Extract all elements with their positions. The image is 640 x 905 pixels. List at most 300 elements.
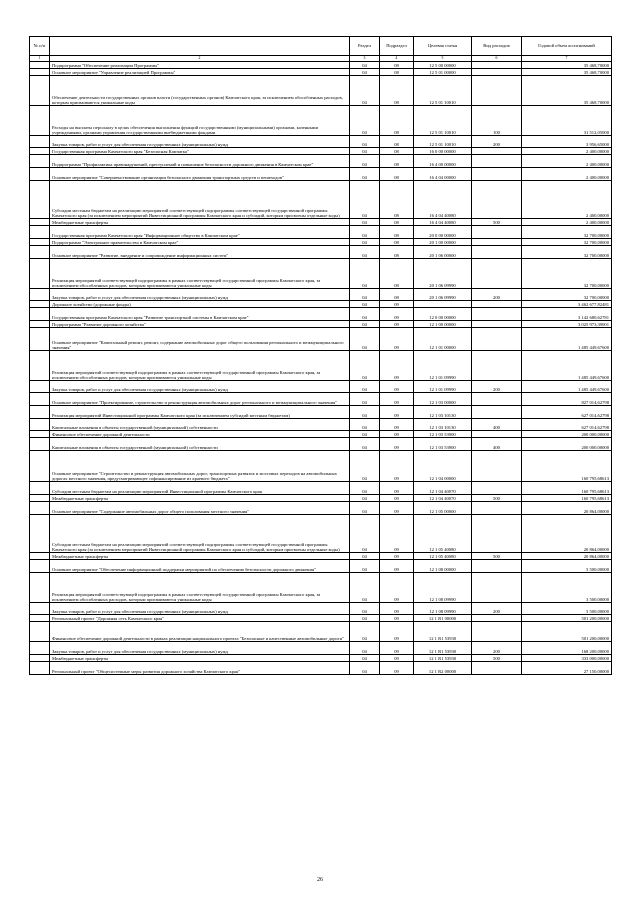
table-row — [30, 76, 612, 106]
row-target-item: 20 1 06 09990 — [414, 289, 472, 301]
row-name: Обеспечение деятельности государственных органов власти (государственных органов) Камчатского края, за исключением обособленных расходов, которым присваиваются уникальные коды — [50, 76, 350, 106]
row-name: Межбюджетные трансферты — [50, 219, 350, 226]
row-section: 04 — [350, 219, 380, 226]
row-target-item: 12 1 03 10130 — [414, 406, 472, 419]
row-amount: 32 700,00000 — [522, 259, 612, 289]
table-row — [30, 419, 612, 431]
row-section: 04 — [350, 259, 380, 289]
row-num — [30, 560, 50, 573]
row-name: Подпрограмма "Электронное правительство в Камчатском крае" — [50, 239, 350, 246]
row-amount: 3 500,00000 — [522, 573, 612, 603]
table-row — [30, 219, 612, 226]
table-row — [30, 495, 612, 502]
row-expense-type: 500 — [472, 553, 522, 560]
row-num — [30, 622, 50, 642]
row-expense-type — [472, 168, 522, 181]
row-num — [30, 246, 50, 259]
row-name: Государственная программа Камчатского края "Развитие транспортной системы в Камчатском крае" — [50, 308, 350, 321]
row-subsection: 08 — [380, 106, 414, 136]
row-section: 04 — [350, 451, 380, 482]
column-number: 4 — [380, 56, 414, 62]
row-name: Региональный проект "Дорожная сеть Камчатского края" — [50, 615, 350, 622]
row-name: Реализация мероприятий соответствующей подпрограммы в рамках соответствующей государственной программы Камчатского края, за исключением обособленных расходов, которым присваиваются уникальные коды — [50, 351, 350, 381]
row-expense-type — [472, 181, 522, 219]
row-amount: 627 014,62798 — [522, 419, 612, 431]
table-row — [30, 328, 612, 351]
row-expense-type: 200 — [472, 642, 522, 655]
table-row — [30, 148, 612, 155]
row-expense-type — [472, 502, 522, 515]
table-row — [30, 321, 612, 328]
row-expense-type: 200 — [472, 603, 522, 615]
row-expense-type — [472, 515, 522, 553]
column-number: 7 — [522, 56, 612, 62]
row-subsection: 09 — [380, 431, 414, 438]
row-expense-type — [472, 573, 522, 603]
row-section: 04 — [350, 381, 380, 393]
row-target-item: 12 1 05 00000 — [414, 502, 472, 515]
table-row — [30, 393, 612, 406]
row-subsection: 08 — [380, 62, 414, 69]
row-num — [30, 381, 50, 393]
row-amount: 32 700,00000 — [522, 239, 612, 246]
row-subsection: 09 — [380, 438, 414, 451]
row-subsection: 09 — [380, 603, 414, 615]
column-number: 3 — [350, 56, 380, 62]
row-target-item: 12 1 04 40070 — [414, 482, 472, 495]
row-expense-type: 500 — [472, 495, 522, 502]
row-amount: 20 864,00000 — [522, 515, 612, 553]
row-name: Государственная программа Камчатского края "Безопасная Камчатка" — [50, 148, 350, 155]
row-num — [30, 495, 50, 502]
row-name: Закупка товаров, работ и услуг для обеспечения государственных (муниципальных) нужд — [50, 642, 350, 655]
row-expense-type: 500 — [472, 655, 522, 662]
row-num — [30, 662, 50, 675]
row-amount: 2 400,00000 — [522, 148, 612, 155]
row-subsection: 08 — [380, 259, 414, 289]
row-subsection: 08 — [380, 289, 414, 301]
row-expense-type — [472, 406, 522, 419]
row-section: 04 — [350, 393, 380, 406]
row-expense-type — [472, 301, 522, 308]
row-amount: 827 014,62798 — [522, 393, 612, 406]
row-subsection: 09 — [380, 615, 414, 622]
row-num — [30, 419, 50, 431]
table-row — [30, 655, 612, 662]
row-expense-type — [472, 431, 522, 438]
table-row — [30, 515, 612, 553]
row-name: Финансовое обеспечение дорожной деятельности в рамках реализации национального проекта "Безопасные и качественные автомобильные дороги" — [50, 622, 350, 642]
table-body — [30, 62, 612, 675]
row-name: Государственная программа Камчатского края "Информационное общество в Камчатском крае" — [50, 226, 350, 239]
row-section: 04 — [350, 406, 380, 419]
row-subsection: 08 — [380, 148, 414, 155]
row-expense-type — [472, 560, 522, 573]
row-section: 04 — [350, 168, 380, 181]
row-subsection: 08 — [380, 69, 414, 76]
row-expense-type — [472, 239, 522, 246]
row-section: 04 — [350, 106, 380, 136]
row-expense-type — [472, 246, 522, 259]
row-expense-type — [472, 622, 522, 642]
row-name: Закупка товаров, работ и услуг для обеспечения государственных (муниципальных) нужд — [50, 603, 350, 615]
row-name: Основное мероприятие "Обеспечение информационной поддержки мероприятий по обеспечению безопасности дорожного движения" — [50, 560, 350, 573]
row-num — [30, 642, 50, 655]
row-num — [30, 603, 50, 615]
row-amount: 501 200,00000 — [522, 615, 612, 622]
row-name: Региональный проект "Общесистемные меры развития дорожного хозяйства Камчатского края" — [50, 662, 350, 675]
row-subsection: 09 — [380, 482, 414, 495]
row-section: 04 — [350, 301, 380, 308]
row-section: 04 — [350, 573, 380, 603]
row-target-item: 12 1 04 40070 — [414, 495, 472, 502]
row-amount: 160 795,68613 — [522, 451, 612, 482]
row-subsection: 09 — [380, 308, 414, 321]
page-number: 26 — [317, 877, 323, 883]
row-target-item: 12 1 01 09990 — [414, 351, 472, 381]
row-amount: 333 000,00000 — [522, 655, 612, 662]
row-target-item: 12 1 03 10130 — [414, 419, 472, 431]
row-expense-type: 100 — [472, 106, 522, 136]
row-subsection: 09 — [380, 655, 414, 662]
row-target-item: 12 5 01 10010 — [414, 136, 472, 148]
row-section: 04 — [350, 76, 380, 106]
row-name: Подпрограмма "Профилактика правонарушений, преступлений и повышение безопасности дорожного движения в Камчатском крае" — [50, 155, 350, 168]
row-expense-type — [472, 308, 522, 321]
row-num — [30, 62, 50, 69]
row-name: Закупка товаров, работ и услуг для обеспечения государственных (муниципальных) нужд — [50, 289, 350, 301]
row-name: Межбюджетные трансферты — [50, 553, 350, 560]
table-row — [30, 155, 612, 168]
row-name: Межбюджетные трансферты — [50, 655, 350, 662]
row-target-item: 12 1 03 00000 — [414, 393, 472, 406]
row-expense-type — [472, 321, 522, 328]
row-subsection: 09 — [380, 515, 414, 553]
row-target-item: 12 5 01 10010 — [414, 76, 472, 106]
row-subsection: 09 — [380, 406, 414, 419]
row-subsection: 09 — [380, 573, 414, 603]
table-row — [30, 573, 612, 603]
row-name: Подпрограмма "Обеспечение реализации Программы" — [50, 62, 350, 69]
row-section: 04 — [350, 321, 380, 328]
row-amount: 2 400,00000 — [522, 168, 612, 181]
row-amount: 1 485 449,67600 — [522, 328, 612, 351]
row-name: Субсидии местным бюджетам на реализацию мероприятий соответствующей подпрограммы соответствующей государственной программы Камчатского края (за исключением мероприятий Инвестиционной программы Камчатского края и субсидий, которым присвоены отдельные коды) — [50, 181, 350, 219]
row-subsection: 09 — [380, 393, 414, 406]
row-target-item: 20 1 00 00000 — [414, 239, 472, 246]
row-num — [30, 148, 50, 155]
row-section: 04 — [350, 62, 380, 69]
table-row — [30, 301, 612, 308]
row-target-item: 12 1 01 00000 — [414, 328, 472, 351]
row-num — [30, 655, 50, 662]
row-num — [30, 136, 50, 148]
row-target-item: 20 1 06 00000 — [414, 246, 472, 259]
row-target-item: 12 1 R2 00000 — [414, 662, 472, 675]
row-amount: 627 014,62798 — [522, 406, 612, 419]
table-row — [30, 246, 612, 259]
row-name: Основное мероприятие "Совершенствование организации безопасного движения транспортных средств и пешеходов" — [50, 168, 350, 181]
row-section: 04 — [350, 246, 380, 259]
row-amount: 3 025 973,39001 — [522, 321, 612, 328]
row-num — [30, 328, 50, 351]
row-amount: 32 700,00000 — [522, 246, 612, 259]
row-amount: 20 864,00000 — [522, 553, 612, 560]
row-num — [30, 106, 50, 136]
row-subsection: 09 — [380, 351, 414, 381]
row-target-item: 12 1 R1 53930 — [414, 622, 472, 642]
row-amount: 501 200,00000 — [522, 622, 612, 642]
row-expense-type — [472, 662, 522, 675]
row-num — [30, 226, 50, 239]
row-section: 04 — [350, 181, 380, 219]
row-section: 04 — [350, 560, 380, 573]
row-num — [30, 553, 50, 560]
table-row — [30, 226, 612, 239]
row-name: Реализация мероприятий соответствующей подпрограммы в рамках соответствующей государственной программы Камчатского края, за исключением обособленных расходов, которым присваиваются уникальные коды — [50, 573, 350, 603]
row-section: 04 — [350, 438, 380, 451]
row-target-item: 12 1 05 40080 — [414, 553, 472, 560]
table-row — [30, 502, 612, 515]
table-row — [30, 438, 612, 451]
row-expense-type — [472, 148, 522, 155]
table-row — [30, 62, 612, 69]
row-amount: 168 200,00000 — [522, 642, 612, 655]
row-amount: 32 700,00000 — [522, 289, 612, 301]
row-section: 04 — [350, 482, 380, 495]
row-amount: 1 485 449,67600 — [522, 381, 612, 393]
row-num — [30, 76, 50, 106]
row-target-item: 12 1 08 00000 — [414, 560, 472, 573]
row-name: Реализация мероприятий Инвестиционной программы Камчатского края (за исключением субсидий местным бюджетам) — [50, 406, 350, 419]
row-expense-type: 500 — [472, 219, 522, 226]
row-name: Реализация мероприятий соответствующей подпрограммы в рамках соответствующей государственной программы Камчатского края, за исключением обособленных расходов, которым присваиваются уникальные коды — [50, 259, 350, 289]
row-expense-type — [472, 259, 522, 289]
table-row — [30, 603, 612, 615]
row-num — [30, 259, 50, 289]
row-amount: 3 500,00000 — [522, 603, 612, 615]
table-row — [30, 615, 612, 622]
header-expense-type: Вид расходов — [472, 37, 522, 56]
row-num — [30, 301, 50, 308]
row-expense-type — [472, 451, 522, 482]
row-amount: 160 795,68613 — [522, 482, 612, 495]
table-row — [30, 136, 612, 148]
row-section: 04 — [350, 615, 380, 622]
row-target-item: 12 1 03 53900 — [414, 438, 472, 451]
row-num — [30, 69, 50, 76]
row-name: Капитальные вложения в объекты государственной (муниципальной) собственности — [50, 419, 350, 431]
row-num — [30, 239, 50, 246]
row-name: Субсидии местным бюджетам на реализацию мероприятий Инвестиционной программы Камчатского края — [50, 482, 350, 495]
row-section: 04 — [350, 603, 380, 615]
row-expense-type — [472, 62, 522, 69]
row-target-item: 16 0 00 00000 — [414, 148, 472, 155]
row-subsection: 09 — [380, 328, 414, 351]
row-target-item: 12 1 R1 53930 — [414, 642, 472, 655]
row-section: 04 — [350, 308, 380, 321]
row-amount: 2 400,00000 — [522, 219, 612, 226]
table-row — [30, 106, 612, 136]
row-num — [30, 321, 50, 328]
row-amount: 31 512,05000 — [522, 106, 612, 136]
row-name: Закупка товаров, работ и услуг для обеспечения государственных (муниципальных) нужд — [50, 381, 350, 393]
table-row — [30, 431, 612, 438]
table-row — [30, 259, 612, 289]
row-name: Капитальные вложения в объекты государственной (муниципальной) собственности — [50, 438, 350, 451]
column-number: 5 — [414, 56, 472, 62]
row-target-item: 16 4 04 00000 — [414, 168, 472, 181]
row-subsection: 09 — [380, 419, 414, 431]
header-subsection: Подраздел — [380, 37, 414, 56]
row-name: Основное мероприятие "Развитие, внедрение и сопровождение информационных систем" — [50, 246, 350, 259]
row-name: Дорожное хозяйство (дорожные фонды) — [50, 301, 350, 308]
row-num — [30, 155, 50, 168]
row-section: 04 — [350, 69, 380, 76]
header-target-item: Целевая статья — [414, 37, 472, 56]
row-name: Финансовое обеспечение дорожной деятельности — [50, 431, 350, 438]
row-subsection: 09 — [380, 553, 414, 560]
table-row — [30, 308, 612, 321]
row-expense-type: 200 — [472, 289, 522, 301]
row-name: Основное мероприятие "Управление реализацией Программы" — [50, 69, 350, 76]
row-name: Закупка товаров, работ и услуг для обеспечения государственных (муниципальных) нужд — [50, 136, 350, 148]
row-name: Подпрограмма "Развитие дорожного хозяйства" — [50, 321, 350, 328]
row-num — [30, 451, 50, 482]
row-target-item: 12 1 08 09990 — [414, 603, 472, 615]
row-target-item: 12 1 R1 53930 — [414, 655, 472, 662]
row-expense-type: 400 — [472, 438, 522, 451]
row-amount: 3 956,65000 — [522, 136, 612, 148]
row-name: Субсидии местным бюджетам на реализацию мероприятий соответствующей подпрограммы соответствующей государственной программы Камчатского края (за исключением мероприятий Инвестиционной программы Камчатского края и субсидий, которым присвоены отдельные коды) — [50, 515, 350, 553]
table-row — [30, 239, 612, 246]
table-row — [30, 69, 612, 76]
row-target-item: 12 1 04 00000 — [414, 451, 472, 482]
row-expense-type — [472, 226, 522, 239]
row-section: 04 — [350, 553, 380, 560]
row-num — [30, 515, 50, 553]
row-section: 04 — [350, 155, 380, 168]
table-row — [30, 168, 612, 181]
row-expense-type — [472, 76, 522, 106]
row-section: 04 — [350, 622, 380, 642]
row-section: 04 — [350, 351, 380, 381]
row-target-item — [414, 301, 472, 308]
row-amount: 3 462 677,82481 — [522, 301, 612, 308]
row-subsection: 09 — [380, 495, 414, 502]
table-row — [30, 181, 612, 219]
row-amount: 200 000,00000 — [522, 438, 612, 451]
row-target-item: 16 4 00 00000 — [414, 155, 472, 168]
row-target-item: 12 5 01 00000 — [414, 69, 472, 76]
row-target-item: 12 1 00 00000 — [414, 321, 472, 328]
row-target-item: 16 4 04 40080 — [414, 181, 472, 219]
table-row — [30, 406, 612, 419]
row-target-item: 20 1 06 09990 — [414, 259, 472, 289]
row-amount: 160 795,68613 — [522, 495, 612, 502]
row-amount: 1 485 449,67600 — [522, 351, 612, 381]
row-section: 04 — [350, 662, 380, 675]
row-name: Основное мероприятие "Капитальный ремонт, ремонт, содержание автомобильных дорог общего пользования регионального и межмуниципального значения" — [50, 328, 350, 351]
row-subsection: 08 — [380, 239, 414, 246]
row-amount: 32 700,00000 — [522, 226, 612, 239]
row-num — [30, 502, 50, 515]
row-subsection: 09 — [380, 301, 414, 308]
row-subsection: 08 — [380, 76, 414, 106]
row-subsection: 09 — [380, 642, 414, 655]
row-subsection: 08 — [380, 155, 414, 168]
table-row — [30, 451, 612, 482]
row-subsection: 08 — [380, 226, 414, 239]
row-name: Расходы на выплаты персоналу в целях обеспечения выполнения функций государственными (муниципальными) органами, казенными учреждениями, органами управления государственными внебюджетными фондами — [50, 106, 350, 136]
table-row — [30, 560, 612, 573]
row-num — [30, 573, 50, 603]
row-section: 04 — [350, 328, 380, 351]
row-subsection: 09 — [380, 451, 414, 482]
table-row — [30, 381, 612, 393]
table-row — [30, 662, 612, 675]
row-target-item: 12 0 00 00000 — [414, 308, 472, 321]
row-subsection: 09 — [380, 560, 414, 573]
row-section: 04 — [350, 642, 380, 655]
row-amount: 27 150,00000 — [522, 662, 612, 675]
row-section: 04 — [350, 495, 380, 502]
row-amount: 35 468,70000 — [522, 62, 612, 69]
column-number: 2 — [50, 56, 350, 62]
row-target-item: 12 1 05 40080 — [414, 515, 472, 553]
row-subsection: 09 — [380, 502, 414, 515]
row-target-item: 12 5 01 10010 — [414, 106, 472, 136]
row-num — [30, 406, 50, 419]
row-name: Основное мероприятие "Строительство и реконструкция автомобильных дорог, транспортных развязок и мостовых переходов на автомобильных дорогах местного значения, предусматривающее софинансирование из краевого бюджета" — [50, 451, 350, 482]
row-name: Основное мероприятие "Проектирование, строительство и реконструкция автомобильных дорог регионального и межмуниципального значения" — [50, 393, 350, 406]
row-subsection: 08 — [380, 181, 414, 219]
row-expense-type — [472, 482, 522, 495]
row-subsection: 09 — [380, 622, 414, 642]
row-num — [30, 289, 50, 301]
row-section: 04 — [350, 515, 380, 553]
row-subsection: 09 — [380, 321, 414, 328]
row-expense-type — [472, 69, 522, 76]
row-expense-type — [472, 328, 522, 351]
row-section: 04 — [350, 289, 380, 301]
row-subsection: 09 — [380, 381, 414, 393]
row-section: 04 — [350, 148, 380, 155]
row-num — [30, 438, 50, 451]
row-subsection: 08 — [380, 246, 414, 259]
row-num — [30, 431, 50, 438]
row-target-item: 12 5 00 00000 — [414, 62, 472, 69]
row-target-item: 20 0 00 00000 — [414, 226, 472, 239]
row-subsection: 09 — [380, 662, 414, 675]
row-expense-type — [472, 351, 522, 381]
row-target-item: 12 1 03 53900 — [414, 431, 472, 438]
row-num — [30, 482, 50, 495]
row-expense-type: 400 — [472, 419, 522, 431]
row-expense-type — [472, 615, 522, 622]
row-section: 04 — [350, 239, 380, 246]
row-section: 04 — [350, 655, 380, 662]
row-expense-type: 200 — [472, 381, 522, 393]
row-amount: 20 864,00000 — [522, 502, 612, 515]
row-target-item: 16 4 04 40080 — [414, 219, 472, 226]
row-num — [30, 351, 50, 381]
row-section: 04 — [350, 502, 380, 515]
row-num — [30, 308, 50, 321]
row-amount: 35 468,70000 — [522, 76, 612, 106]
row-section: 04 — [350, 431, 380, 438]
row-expense-type — [472, 155, 522, 168]
